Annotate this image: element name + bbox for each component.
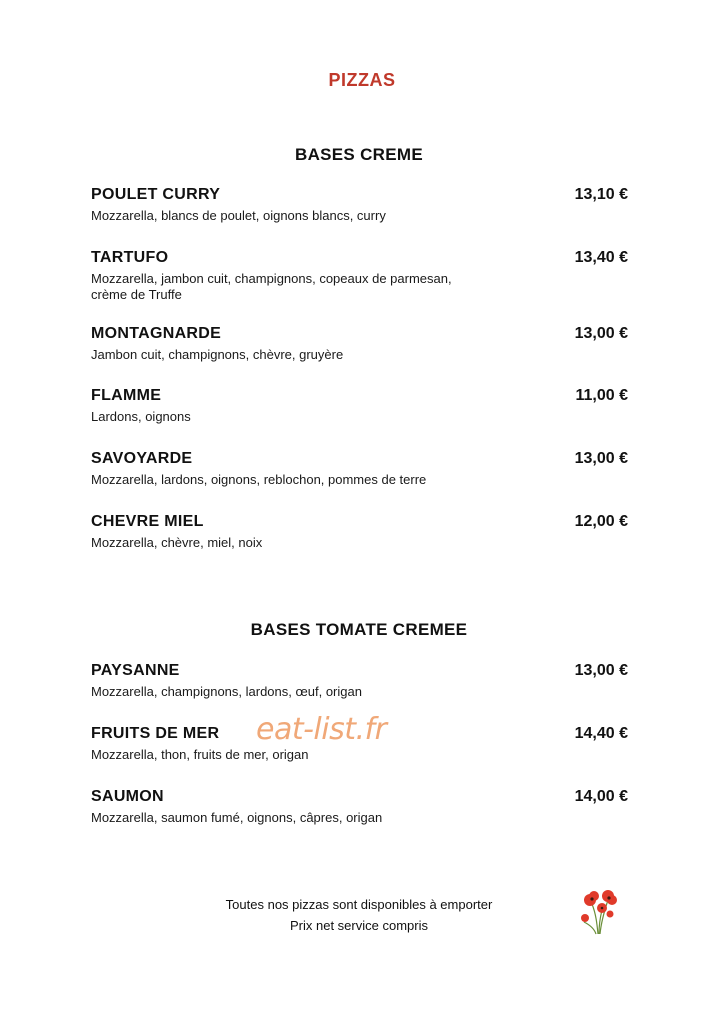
item-description: Mozzarella, jambon cuit, champignons, copeaux de parmesan, crème de Truffe (91, 271, 452, 302)
item-price: 12,00 € (574, 513, 628, 530)
menu-item (91, 450, 628, 488)
menu-item (91, 788, 628, 826)
item-name: POULET CURRY (91, 186, 221, 203)
menu-item (91, 513, 628, 551)
item-name: TARTUFO (91, 249, 169, 266)
item-description: Mozzarella, blancs de poulet, oignons blancs, curry (91, 208, 386, 223)
item-description: Mozzarella, saumon fumé, oignons, câpres, origan (91, 810, 383, 825)
item-name: PAYSANNE (91, 662, 180, 679)
poppy-flowers-icon (578, 884, 620, 936)
item-name: CHEVRE MIEL (91, 513, 204, 530)
item-name: SAUMON (91, 788, 164, 805)
page-title: PIZZAS (328, 70, 396, 90)
item-description: Lardons, oignons (91, 409, 191, 424)
footer-price-note: Prix net service compris (290, 918, 428, 933)
item-description: Mozzarella, thon, fruits de mer, origan (91, 747, 309, 762)
item-price: 14,00 € (574, 788, 628, 805)
item-description: Mozzarella, chèvre, miel, noix (91, 535, 263, 550)
item-price: 13,10 € (574, 186, 628, 203)
item-price: 13,00 € (574, 325, 628, 342)
menu-item (91, 387, 628, 425)
section-title-bases-tomate-cremee: BASES TOMATE CREMEE (250, 620, 468, 639)
item-description: Mozzarella, lardons, oignons, reblochon, pommes de terre (91, 472, 427, 487)
item-name: FRUITS DE MER (91, 725, 220, 742)
item-price: 11,00 € (575, 387, 628, 404)
footer-takeaway-note: Toutes nos pizzas sont disponibles à emporter (225, 897, 493, 912)
item-price: 13,00 € (574, 662, 628, 679)
item-name: MONTAGNARDE (91, 325, 222, 342)
item-price: 14,40 € (574, 725, 628, 742)
menu-item (91, 662, 628, 700)
item-description: Jambon cuit, champignons, chèvre, gruyère (91, 347, 344, 362)
section-title-bases-creme: BASES CREME (295, 145, 423, 164)
item-price: 13,40 € (574, 249, 628, 266)
menu-item (91, 249, 628, 303)
item-price: 13,00 € (574, 450, 628, 467)
item-description: Mozzarella, champignons, lardons, œuf, origan (91, 684, 362, 699)
menu-item (91, 186, 628, 224)
item-name: FLAMME (91, 387, 162, 404)
item-name: SAVOYARDE (91, 450, 193, 467)
watermark: eat-list.fr (256, 712, 387, 747)
menu-item (91, 325, 628, 363)
